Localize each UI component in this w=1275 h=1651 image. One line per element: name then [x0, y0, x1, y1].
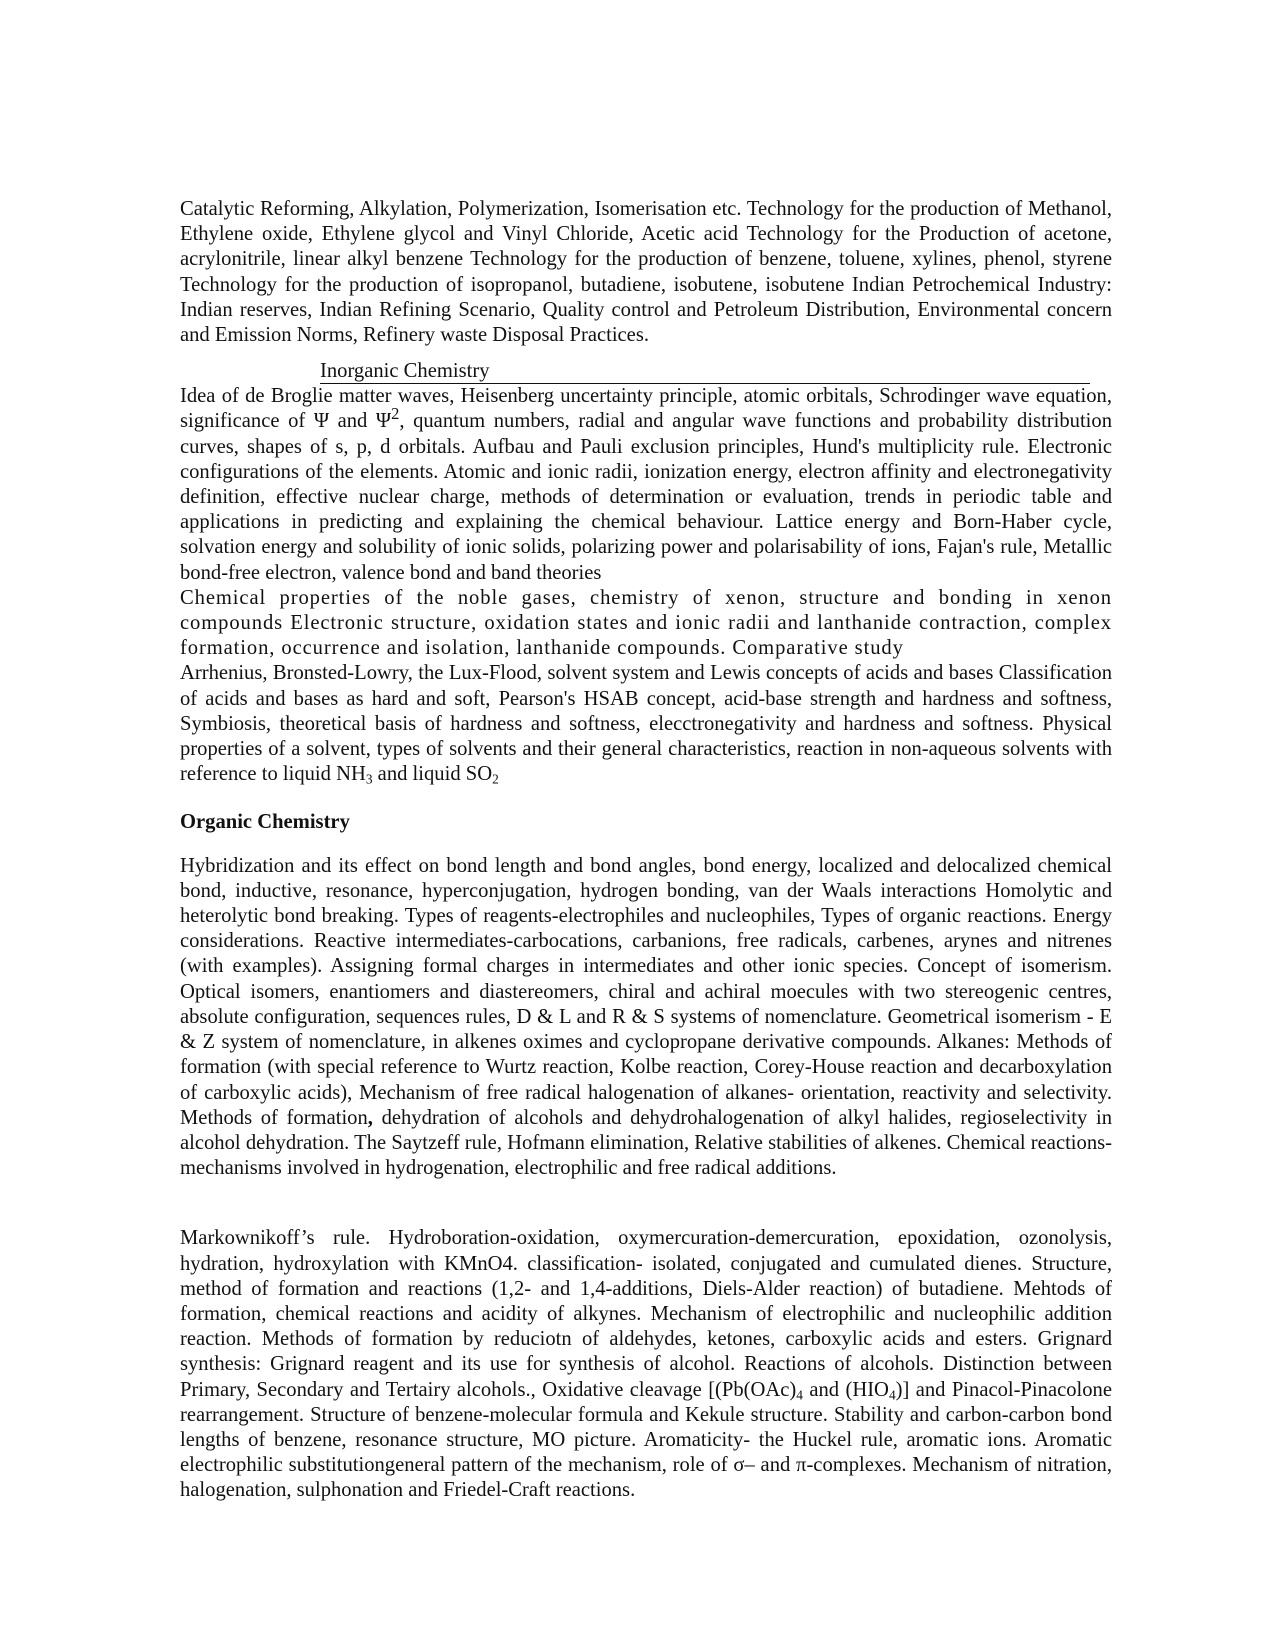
text-run: Hybridization and its effect on bond length and bond angles, bond energy, localized and delocalized chemical bond, inductive, resonance, hyperconjugation, hydrogen bonding, van der Waals interactions Homolytic and heterolytic bond breaking. Types of reagents-electrophiles and nucleophiles, Types of organic reactions. Energy considerations. Reactive intermediates-carbocations, carbanions, free radicals, carbenes, arynes and nitrenes (with examples). Assigning formal charges in intermediates and other ionic species. Concept of isomerism. Optical isomers, enantiomers and diastereomers, chiral and achiral moecules with two stereogenic centres, absolute configuration, sequences rules, D & L and R & S systems of nomenclature. Geometrical isomerism - E & Z system of nomenclature, in alkenes oximes and cyclopropane derivative compounds. Alkanes: Methods of formation (with special reference to Wurtz reaction, Kolbe reaction, Corey-House reaction and decarboxylation of carboxylic acids), Mechanism of free radical halogenation of alkanes- orientation, reactivity and selectivity. Methods of formation [180, 854, 1112, 1129]
bold-comma: , [367, 1106, 373, 1129]
document-page [180, 197, 1112, 1504]
inorganic-chemistry-heading: Inorganic Chemistry [320, 359, 1090, 384]
text-run: and liquid SO [372, 763, 493, 786]
psi-symbol: Ψ [375, 410, 392, 433]
superscript: 2 [391, 404, 400, 424]
organic-paragraph-bonding [180, 854, 1112, 1182]
text-run: Arrhenius, Bronsted-Lowry, the Lux-Flood, solvent system and Lewis concepts of acids and bases Classification of acids and bases as hard and soft, Pearson's HSAB concept, acid-base strength and hardness and softness, Symbiosis, theoretical basis of hardness and softness, elecctronegativity and hardness and softness. Physical properties of a solvent, types of solvents and their general characteristics, reaction in non-aqueous solvents with reference to liquid NH [180, 662, 1112, 786]
inorganic-paragraph-atomic-structure [180, 384, 1112, 586]
text-run: , quantum numbers, radial and angular wave functions and probability distribution curves, shapes of s, p, d orbitals. Aufbau and Pauli exclusion principles, Hund's multiplicity rule. Electronic configurations of the elements. Atomic and ionic radii, ionization energy, electron affinity and electronegativity definition, effective nuclear charge, methods of determination or evaluation, trends in periodic table and applications in predicting and explaining the chemical behaviour. Lattice energy and Born-Haber cycle, solvation energy and solubility of ionic solids, polarizing power and polarisability of ions, Fajan's rule, Metallic bond-free electron, valence bond and band theories [180, 410, 1112, 584]
psi-symbol: Ψ [313, 410, 330, 433]
inorganic-paragraph-acids-bases [180, 661, 1112, 787]
organic-chemistry-heading: Organic Chemistry [180, 811, 350, 834]
text-run: )] and Pinacol-Pinacolone rearrangement. Structure of benzene-molecular formula and Kekule structure. Stability and carbon-carbon bond lengths of benzene, resonance structure, MO picture. Aromaticity- the Huckel rule, aromatic ions. Aromatic electrophilic substitutiongeneral pattern of the mechanism, role of σ– and π-complexes. Mechanism of nitration, halogenation, sulphonation and Friedel-Craft reactions. [180, 1378, 1112, 1502]
subscript: 4 [888, 1386, 896, 1402]
subscript: 4 [796, 1386, 803, 1402]
text-run: Markownikoff’s rule. Hydroboration-oxidation, oxymercuration-demercuration, epoxidation, ozonolysis, hydration, hydroxylation with KMnO4. classification- isolated, conjugated and cumulated dienes. Structure, method of formation and reactions (1,2- and 1,4-additions, Diels-Alder reaction) of butadiene. Mehtods of formation, chemical reactions and acidity of alkynes. Mechanism of electrophilic and nucleophilic addition reaction. Methods of formation by reduciotn of aldehydes, ketones, carboxylic acids and esters. Grignard synthesis: Grignard reagent and its use for synthesis of alcohol. Reactions of alcohols. Distinction between Primary, Secondary and Tertairy alcohols., Oxidative cleavage [(Pb(OAc) [180, 1227, 1112, 1401]
text-run: and [329, 410, 376, 433]
subscript: 3 [365, 771, 373, 787]
text-run: dehydration of alcohols and dehydrohalogenation of alkyl halides, regioselectivity in alcohol dehydration. The Saytzeff rule, Hofmann elimination, Relative stabilities of alkenes. Chemical reactions-mechanisms involved in hydrogenation, electrophilic and free radical additions. [180, 1106, 1112, 1180]
text-run: and (HIO [802, 1378, 889, 1401]
organic-paragraph-reactions [180, 1226, 1112, 1503]
text-run: Idea of de Broglie matter waves, Heisenberg uncertainty principle, atomic orbitals, Schrodinger wave equation, significance of [180, 385, 1112, 433]
intro-paragraph: Catalytic Reforming, Alkylation, Polymerization, Isomerisation etc. Technology for the production of Methanol, Ethylene oxide, Ethylene glycol and Vinyl Chloride, Acetic acid Technology for the Production of acetone, acrylonitrile, linear alkyl benzene Technology for the production of benzene, toluene, xylines, phenol, styrene Technology for the production of isopropanol, butadiene, isobutene, isobutene Indian Petrochemical Industry: Indian reserves, Indian Refining Scenario, Quality control and Petroleum Distribution, Environmental concern and Emission Norms, Refinery waste Disposal Practices. [180, 198, 1112, 347]
inorganic-paragraph-noble-gases: Chemical properties of the noble gases, chemistry of xenon, structure and bonding in xenon compounds Electronic structure, oxidation states and ionic radii and lanthanide contraction, complex formation, occurrence and isolation, lanthanide compounds. Comparative study [180, 586, 1112, 660]
subscript: 2 [492, 771, 499, 787]
